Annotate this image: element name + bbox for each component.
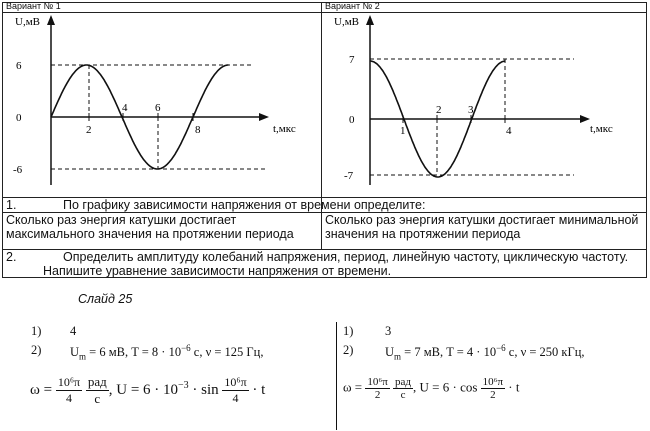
x-tick-label: 3 xyxy=(468,104,474,116)
y-axis-label: U,мВ xyxy=(15,16,40,28)
variant-1-label: Вариант № 1 xyxy=(6,1,61,11)
x-tick-label: 8 xyxy=(195,124,201,136)
variant-2-label: Вариант № 2 xyxy=(325,1,380,11)
y-axis-arrow xyxy=(366,15,374,25)
question-2-number: 2. xyxy=(6,250,17,264)
slide-label: Слайд 25 xyxy=(78,292,133,306)
x-tick-label: 4 xyxy=(122,102,128,114)
answers-divider xyxy=(336,322,337,430)
y-tick-label: 0 xyxy=(16,112,22,124)
answer-2-line: $U_m = 6$ мВ, $T = 8 \cdot 10^{-6}$ с, ν = 125 Гц, xyxy=(70,343,264,362)
x-tick-label: 2 xyxy=(86,124,92,136)
y-tick-label: -7 xyxy=(344,170,354,182)
question-2-text: Определить амплитуду колебаний напряжения, период, линейную частоту, циклическую частоту. Напишите уравнение зависимости напряжения от времени. xyxy=(43,250,629,278)
answer-1-value: 3 xyxy=(385,324,392,338)
answer-1-number: 1) xyxy=(31,324,42,338)
answer-1-value: 4 xyxy=(70,324,77,338)
answer-2-number: 2) xyxy=(31,343,42,357)
y-tick-label: 7 xyxy=(349,54,355,66)
answer-2-number: 2) xyxy=(343,343,354,357)
right-question-cell: Сколько раз энергия катушки достигает минимальной значения на протяжении периода xyxy=(325,213,639,241)
y-tick-label: -6 xyxy=(13,164,23,176)
answer-2-line: $U_m = 7$ мВ, $T = 4 \cdot 10^{-6}$ с, ν = 250 кГц, xyxy=(385,343,585,362)
x-axis-label: t,мкс xyxy=(273,123,296,135)
question-1-number: 1. xyxy=(6,198,17,212)
x-tick-label: 6 xyxy=(155,102,161,114)
y-axis-label: U,мВ xyxy=(334,16,359,28)
x-axis-label: t,мкс xyxy=(590,123,613,135)
right-formula: ω = $\frac{\text{10⁶π}}{2}$ $\frac{\text{рад}}{с}$ , U = 6 · cos $\frac{\text{10⁶π}}{2}$ · t xyxy=(343,376,520,401)
x-tick-label: 4 xyxy=(506,125,512,137)
x-tick-label: 1 xyxy=(400,125,406,137)
left-question-cell: Сколько раз энергия катушки достигает максимального значения на протяжении периода xyxy=(6,213,294,241)
y-tick-label: 0 xyxy=(349,114,355,126)
question-1-text: По графику зависимости напряжения от времени определите: xyxy=(63,198,426,212)
y-axis-arrow xyxy=(47,15,55,25)
task-table xyxy=(2,2,647,278)
x-tick-label: 2 xyxy=(436,104,442,116)
graph-variant-1 xyxy=(3,13,321,197)
answer-1-number: 1) xyxy=(343,324,354,338)
y-tick-label: 6 xyxy=(16,60,22,72)
x-axis-arrow xyxy=(580,115,590,123)
x-axis-arrow xyxy=(259,113,269,121)
left-formula: ω = $\frac{\text{10⁶π}}{4}$ $\frac{\text{рад}}{с}$ , $U = 6 \cdot 10^{-3} \cdot \sin$ $\frac{\text{10⁶π}}{4}$ · t xyxy=(30,374,266,406)
graph-variant-2 xyxy=(322,13,646,197)
